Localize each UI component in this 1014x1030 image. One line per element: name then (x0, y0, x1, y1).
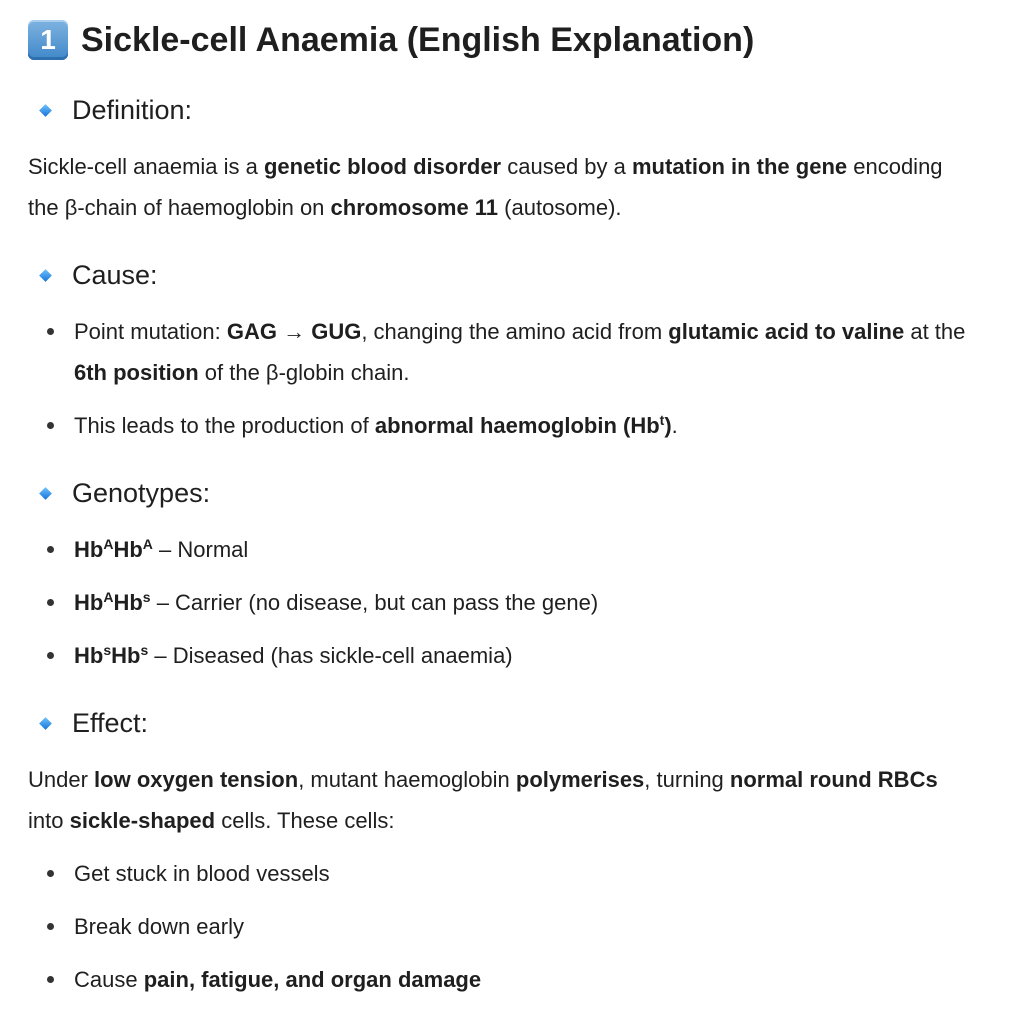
text-run: abnormal haemoglobin (Hb (374, 413, 660, 438)
section-heading-genotypes (28, 476, 210, 510)
section-heading-cause (28, 258, 158, 292)
list-item-effect-breakdown: Break down early (74, 906, 974, 947)
list-item-cause-result (74, 405, 974, 446)
superscript: s (103, 642, 112, 658)
text-run: Hb (111, 643, 141, 668)
text-run: into (28, 808, 70, 833)
text-run: Sickle-cell anaemia is a (28, 154, 264, 179)
bold-term: polymerises (515, 767, 645, 792)
bold-term: sickle-shaped (69, 808, 216, 833)
text-run: at the (904, 319, 966, 344)
superscript: s (142, 589, 151, 605)
list-item-genotype-diseased (74, 635, 974, 676)
text-run: – Carrier (no disease, but can pass the gene) (150, 590, 599, 615)
small-blue-diamond-icon (39, 487, 52, 500)
list-item-genotype-carrier (74, 582, 974, 623)
text-run: Point mutation: (74, 319, 227, 344)
text-run: of the β-globin chain. (198, 360, 410, 385)
text-run: Hb (113, 590, 143, 615)
bold-term: genetic blood disorder (263, 154, 502, 179)
text-run: – Diseased (has sickle-cell anaemia) (148, 643, 513, 668)
text-run: encoding the β-chain of haemoglobin on (28, 154, 943, 220)
text-run: – Normal (152, 537, 249, 562)
section-heading-text: Cause: (72, 260, 158, 290)
bold-term: normal round RBCs (729, 767, 938, 792)
section-heading-text: Definition: (72, 95, 193, 125)
text-run: , mutant haemoglobin (298, 767, 516, 792)
effect-paragraph (28, 759, 978, 841)
small-blue-diamond-icon (39, 104, 52, 117)
text-run: This leads to the production of (74, 413, 375, 438)
genotype-symbol (74, 590, 151, 615)
text-run: ) (664, 413, 672, 438)
page-title (28, 18, 754, 62)
text-run: , changing the amino acid from (361, 319, 669, 344)
list-item-effect-stuck: Get stuck in blood vessels (74, 853, 974, 894)
page-title-text: Sickle-cell Anaemia (English Explanation) (81, 21, 755, 59)
section-heading-definition (28, 93, 192, 127)
text-run: , turning (644, 767, 730, 792)
superscript: A (103, 536, 114, 552)
text-run: Hb (113, 537, 143, 562)
small-blue-diamond-icon (39, 269, 52, 282)
superscript: A (142, 536, 153, 552)
bold-term: low oxygen tension (94, 767, 299, 792)
superscript: s (140, 642, 149, 658)
bold-term: glutamic acid to valine (668, 319, 905, 344)
bold-term: 6th position (74, 360, 199, 385)
keycap-digit-one-icon: 1 (28, 20, 68, 60)
list-item-genotype-normal (74, 529, 974, 570)
bold-term: GAG → GUG (226, 319, 362, 344)
bold-term (375, 413, 672, 438)
definition-paragraph (28, 146, 978, 228)
text-run: Under (28, 767, 95, 792)
section-heading-effect (28, 706, 148, 740)
list-item-effect-damage (74, 959, 974, 1000)
genotype-symbol (74, 643, 148, 668)
text-run: Hb (74, 537, 104, 562)
text-run: . (671, 413, 678, 438)
list-item-cause-mutation (74, 311, 974, 393)
text-run: Cause (74, 967, 144, 992)
superscript: A (103, 589, 114, 605)
genotype-symbol (74, 537, 153, 562)
text-run: Hb (74, 590, 104, 615)
superscript: t (659, 412, 665, 428)
section-heading-text: Effect: (72, 708, 149, 738)
bold-term: pain, fatigue, and organ damage (143, 967, 482, 992)
text-run: Hb (74, 643, 104, 668)
small-blue-diamond-icon (39, 717, 52, 730)
bold-term: mutation in the gene (632, 154, 848, 179)
bold-term: chromosome 11 (330, 195, 499, 220)
section-heading-text: Genotypes: (72, 478, 211, 508)
text-run: cells. These cells: (215, 808, 395, 833)
text-run: caused by a (501, 154, 632, 179)
text-run: (autosome). (498, 195, 622, 220)
